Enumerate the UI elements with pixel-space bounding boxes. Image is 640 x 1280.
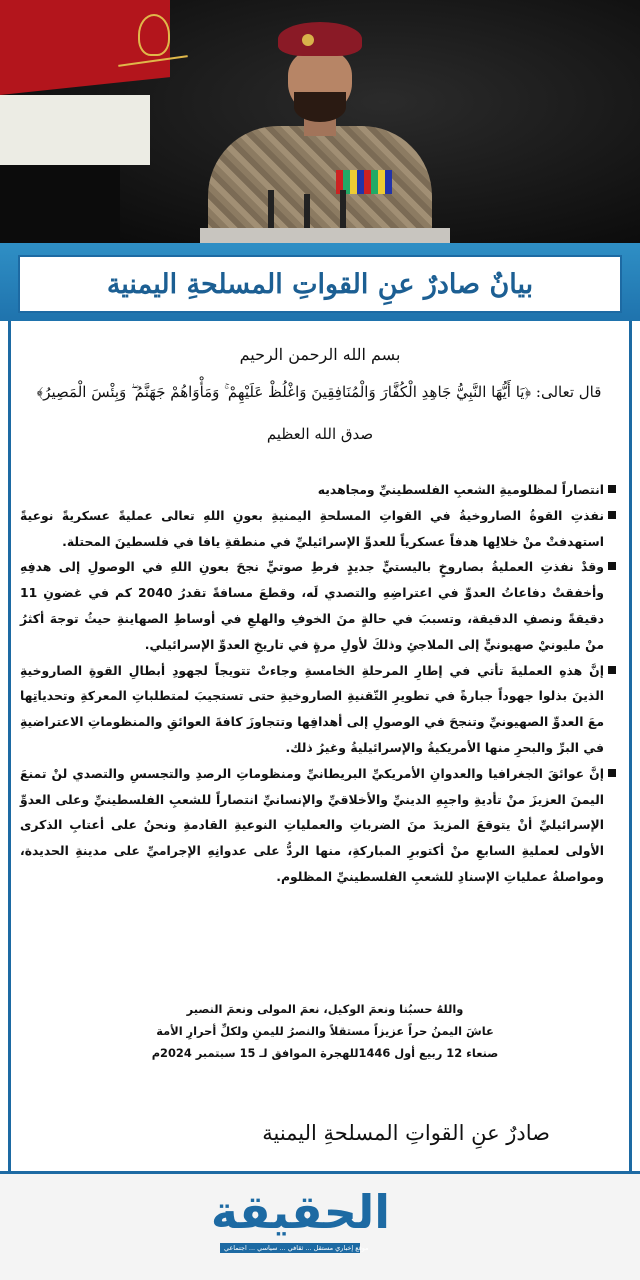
square-bullet-icon	[608, 562, 616, 570]
title-box	[18, 255, 622, 313]
sadaq-line: صدق الله العظيم	[266, 425, 374, 443]
flag-emblem-icon	[138, 14, 170, 56]
paragraph-list	[20, 477, 616, 890]
speaker-figure	[190, 10, 470, 255]
paragraph: انتصاراً لمظلوميةِ الشعبِ الفلسطينيِّ ومجاهديه	[20, 477, 616, 503]
paragraph: إنَّ هذهِ العمليةَ تأتي في إطارِ المرحلةِ الخامسةِ وجاءتْ تتويجاً لجهودِ أبطالِ القوةِ الصاروخيةِ الذينَ بذلوا جهوداً جبارةً في تطويرِ التّقنيةِ الصاروخيةِ حتى تستجيبَ لمتطلباتِ المعركةِ وتحدياتِها معَ العدوِّ الصهيونيِّ وتنجحَ في الوصولِ إلى أهدافِها وتتجاوزَ كافةَ العوائقِ والمنظوماتِ الاعتراضيةِ في البرِّ والبحرِ منها الأمريكيةُ والإسرائيليةُ وغيرُ ذلك.	[20, 658, 616, 761]
microphones-icon	[268, 190, 274, 230]
yemen-flag	[0, 0, 210, 255]
footer	[0, 1171, 640, 1280]
medal-ribbons	[336, 170, 392, 194]
square-bullet-icon	[608, 511, 616, 519]
closing-lines	[90, 998, 560, 1064]
square-bullet-icon	[608, 485, 616, 493]
square-bullet-icon	[608, 769, 616, 777]
closing-line: واللهُ حسبُنا ونعمَ الوكيل، نعمَ المولى ونعمَ النصير	[186, 1002, 464, 1016]
site-logo[interactable]	[210, 1185, 440, 1265]
logo-tagline: موقع إخباري مستقل ... ثقافي ... سياسي ... اجتماعي	[224, 1244, 369, 1252]
beret	[278, 22, 362, 56]
left-border	[8, 321, 11, 1171]
date-line: صنعاء 12 ربيع أول 1446للهجرة الموافق لـ 15 سبتمبر 2024م	[151, 1046, 499, 1060]
closing-line: عاشَ اليمنُ حراً عزيزاً مستقلاً والنصرُ لليمنِ ولكلِّ أحرارِ الأمة	[156, 1024, 494, 1038]
right-border	[629, 321, 632, 1171]
paragraph: إنَّ عوائقَ الجغرافيا والعدوانِ الأمريكيِّ البريطانيِّ ومنظوماتِ الرصدِ والتجسسِ والتصدي لنْ تمنعَ اليمنَ العزيزَ منْ تأديةِ واجبِهِ الدينيِّ والأخلاقيِّ والإنسانيِّ انتصاراً للشعبِ الفلسطينيِّ وعلى العدوِّ الإسرائيليِّ أنْ يتوقعَ المزيدَ منَ الضرباتِ والعملياتِ النوعيةِ القادمةِ ونحنُ على أعتابِ الذكرى الأولى لعمليةِ السابعِ منْ أكتوبرِ المباركةِ، منها الردُّ على عدوانِهِ الإجراميِّ على مدينةِ الحديدة، ومواصلةُ عملياتِ الإسنادِ للشعبِ الفلسطينيِّ المظلوم.	[20, 761, 616, 890]
quran-verse: قال تعالى: ﴿يَا أَيُّهَا النَّبِيُّ جَاهِدِ الْكُفَّارَ وَالْمُنَافِقِينَ وَاغْلُظْ عَلَيْهِمْ ۚ وَمَأْوَاهُمْ جَهَنَّمُ ۖ وَبِئْسَ الْمَصِيرُ﴾	[36, 383, 602, 401]
header-photo	[0, 0, 640, 255]
paragraph: وقدْ نفذتِ العمليةُ بصاروخٍ باليستيٍّ جديدٍ فرطِ صوتيٍّ نجحَ بعونِ اللهِ في الوصولِ إلى هدفِهِ وأخفقتْ دفاعاتُ العدوِّ في اعتراضِهِ والتصدي لَه، وقطعَ مسافةً تقدرُ 2040 كم في غضونِ 11 دقيقةً ونصفِ الدقيقة، وتسببَ في حالةٍ منَ الخوفِ والهلعِ في أوساطِ الصهاينةِ حيثُ توجهَ أكثرُ منْ مليونيْ صهيونيٍّ إلى الملاجئِ وذلكَ لأولِ مرةٍ في تاريخِ العدوِّ الإسرائيلي.	[20, 554, 616, 657]
square-bullet-icon	[608, 666, 616, 674]
bismillah: بسم الله الرحمن الرحيم	[239, 345, 401, 364]
statement-body	[0, 321, 640, 1171]
signature: صادرٌ عنِ القواتِ المسلحةِ اليمنية	[262, 1121, 550, 1145]
beret-badge-icon	[302, 34, 314, 46]
paragraph: نفذتِ القوةُ الصاروخيةُ في القواتِ المسلحةِ اليمنيةِ بعونِ اللهِ تعالى عمليةً عسكريةً نوعيةً استهدفتْ منْ خلالِها هدفاً عسكرياً للعدوِّ الإسرائيليِّ في منطقةِ يافا في فلسطينَ المحتلة.	[20, 503, 616, 555]
page-title: بيانٌ صادرٌ عنِ القواتِ المسلحةِ اليمنية	[106, 268, 534, 300]
logo-wordmark: الحقيقة	[210, 1185, 390, 1239]
title-band	[0, 243, 640, 321]
